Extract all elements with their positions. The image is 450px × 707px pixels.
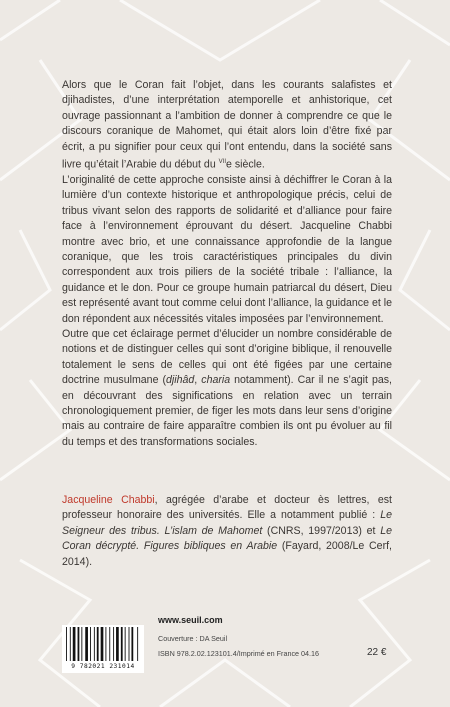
blurb-text: e siècle. [226,158,265,171]
publisher-footer [62,613,402,693]
book-title: Le Seigneur des tribus. L’islam de Mahomet [62,509,392,537]
blurb-paragraph-1 [62,78,392,173]
blurb-text: Outre que cet éclairage permet d’élucider un nombre considérable de notions et de distinguer celles qui sont d’origine biblique, il renouvelle totalement le sens de celles qui ont été figées par une certaine doctrine musulmane ( [62,328,392,387]
cover-credit: Couverture : DA Seuil [158,634,228,643]
author-name: Jacqueline Chabbi [62,494,155,506]
book-title: Le Coran décrypté. Figures bibliques en Arabie [62,524,392,553]
century-superscript: VII [218,159,226,166]
blurb-text: Alors que le Coran fait l’objet, dans les courants salafistes et djihadistes, d’une interprétation atemporelle et anhistorique, cet ouvrage passionnant a l’ambition de donner à comprendre ce que le discours coranique de Mahomet, qui était alors loin d’être fixé par écrit, a pu signifier pour ceux qui l’ont entendu, dans la société sans livre qu’était l’Arabie du début du [62,79,392,171]
price: 22 € [367,647,387,658]
author-bio [62,493,392,570]
blurb-paragraph-2: L’originalité de cette approche consiste ainsi à déchiffrer le Coran à la lumière d’un contexte historique et anthropologique précis, celui de tribus vivant selon des rapports de solidarité et d’alliance pour faire face à l’environnement éprouvant du désert. Jacqueline Chabbi montre avec brio, et une connaissance approfondie de la langue coranique, que les trois caractéristiques principales du divin correspondent aux trois piliers de la société tribale : l’alliance, la guidance et le don. Pour ce groupe humain patriarcal du désert, Dieu est représenté avant tout comme celui dont l’alliance, la guidance et le don répondent aux nécessités vitales imposées par l’environnement. [62,173,392,325]
blurb-text: notamment). Car il ne s’agit pas, en découvrant des significations en relation avec un terrain chronologiquement premier, de figer les mots dans leur sens d’origine mais au contraire de faire apparaître combien ils ont pu évoluer au fil du temps et des transformations sociales. [62,374,392,448]
publisher-website: www.seuil.com [158,615,223,625]
blurb-paragraph-3 [62,327,392,450]
isbn-line: ISBN 978.2.02.123101.4/Imprimé en France 04.16 [158,649,320,658]
bio-text: , agrégée d’arabe et docteur ès lettres, est professeur honoraire des universités. Elle a notamment publié : [62,494,392,522]
bio-text: (CNRS, 1997/2013) et [262,524,381,537]
barcode-digits: 9 782021 231014 [71,663,135,670]
bio-text: (Fayard, 2008/Le Cerf, 2014). [62,540,392,568]
term-djihad: djihâd [166,374,195,387]
term-charia: charia [201,374,231,387]
back-cover-blurb [62,78,392,450]
blurb-text: , [194,374,202,387]
